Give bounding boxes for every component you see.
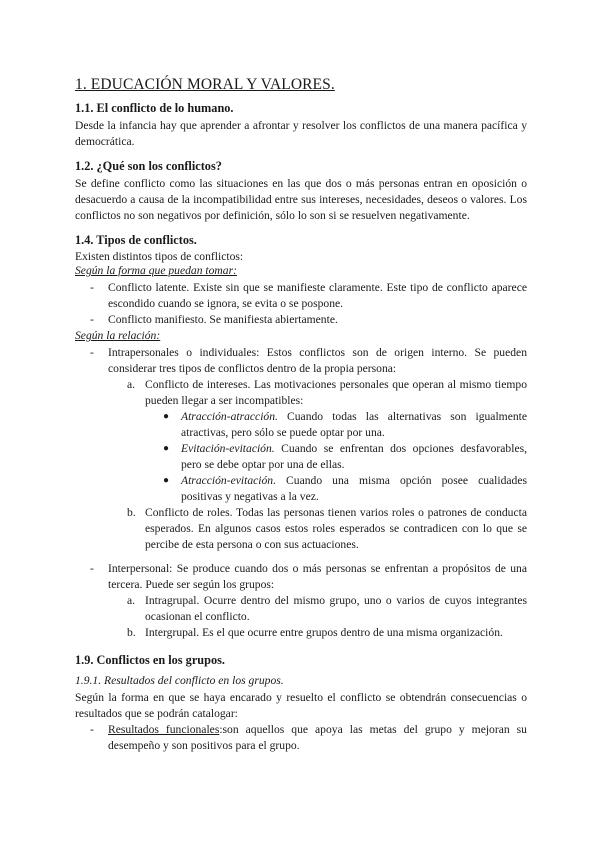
term: Evitación-evitación.: [181, 442, 275, 455]
list-marker: b.: [127, 626, 136, 639]
list-item-roles: Conflicto de roles. Todas las personas tienen varios roles o patrones de conducta esperados. En algunos casos estos roles esperados se contradicen con lo que se percibe de esta persona o con sus actuaciones.: [145, 506, 527, 551]
list-item: [181, 473, 527, 505]
term-text: Cuando todas las alternativas son igualmente atractivas, pero sólo se puede optar por una.: [181, 410, 527, 439]
section-1-4-intro: Existen distintos tipos de conflictos:: [75, 250, 244, 263]
section-1-2-text: Se define conflicto como las situaciones en las que dos o más personas entran en oposición o desacuerdo a causa de la incompatibilidad entre sus intereses, necesidades, deseos o valores. Los conflictos no son negativos por definición, sólo lo son si se resuelven negativamente.: [75, 177, 527, 222]
bullet-marker: ●: [163, 443, 170, 454]
section-heading-1-9: 1.9. Conflictos en los grupos.: [75, 653, 225, 667]
list-marker: -: [90, 281, 94, 294]
section-heading-1-4: 1.4. Tipos de conflictos.: [75, 233, 197, 247]
term: Atracción-evitación.: [181, 474, 276, 487]
bullet-marker: ●: [163, 475, 170, 486]
term-text: Cuando se enfrentan dos opciones desfavorables, pero se debe optar por una de ellas.: [181, 442, 527, 471]
term-text: :son aquellos que apoya las metas del grupo y mejoran su desempeño y son positivos para el grupo.: [108, 723, 527, 752]
section-heading-1-1: 1.1. El conflicto de lo humano.: [75, 101, 234, 115]
term: Resultados funcionales: [108, 723, 220, 736]
list-marker: a.: [127, 378, 136, 391]
list-marker: -: [90, 313, 94, 326]
subheading-forma: Según la forma que puedan tomar:: [75, 264, 237, 277]
list-item-funcionales: [108, 722, 527, 754]
list-item: Conflicto manifiesto. Se manifiesta abiertamente.: [108, 313, 338, 326]
list-item: Conflicto latente. Existe sin que se manifieste claramente. Este tipo de conflicto aparece escondido cuando se ignora, se evita o se pospone.: [108, 281, 527, 310]
list-marker: -: [90, 346, 94, 359]
section-heading-1-2: 1.2. ¿Qué son los conflictos?: [75, 159, 222, 173]
list-item-intragrupal: Intragrupal. Ocurre dentro del mismo grupo, uno o varios de cuyos integrantes ocasionan el conflicto.: [145, 594, 527, 623]
list-marker: -: [90, 562, 94, 575]
term: Atracción-atracción.: [181, 410, 278, 423]
list-marker: b.: [127, 506, 136, 519]
section-1-9-text: Según la forma en que se haya encarado y resuelto el conflicto se obtendrán consecuencias o resultados que se podrán catalogar:: [75, 691, 527, 720]
list-item-intergrupal: Intergrupal. Es el que ocurre entre grupos dentro de una misma organización.: [145, 626, 503, 639]
subheading-relacion: Según la relación:: [75, 329, 161, 342]
section-1-1-text: Desde la infancia hay que aprender a afrontar y resolver los conflictos de una manera pacífica y democrática.: [75, 119, 527, 148]
term-text: Cuando una misma opción posee cualidades positivas y negativas a la vez.: [181, 474, 527, 503]
list-item: [181, 409, 527, 441]
subsection-heading-1-9-1: 1.9.1. Resultados del conflicto en los grupos.: [75, 674, 284, 687]
page-title: 1. EDUCACIÓN MORAL Y VALORES.: [75, 76, 335, 93]
list-item-intrapersonal: Intrapersonales o individuales: Estos conflictos son de origen interno. Se pueden considerar tres tipos de conflictos dentro de la propia persona:: [108, 346, 527, 375]
list-item-intereses: Conflicto de intereses. Las motivaciones personales que operan al mismo tiempo pueden llegar a ser incompatibles:: [145, 378, 527, 407]
list-marker: -: [90, 723, 94, 736]
list-item: [181, 441, 527, 473]
list-item-interpersonal: Interpersonal: Se produce cuando dos o más personas se enfrentan a propósitos de una tercera. Puede ser según los grupos:: [108, 562, 527, 591]
list-marker: a.: [127, 594, 136, 607]
bullet-marker: ●: [163, 411, 170, 422]
